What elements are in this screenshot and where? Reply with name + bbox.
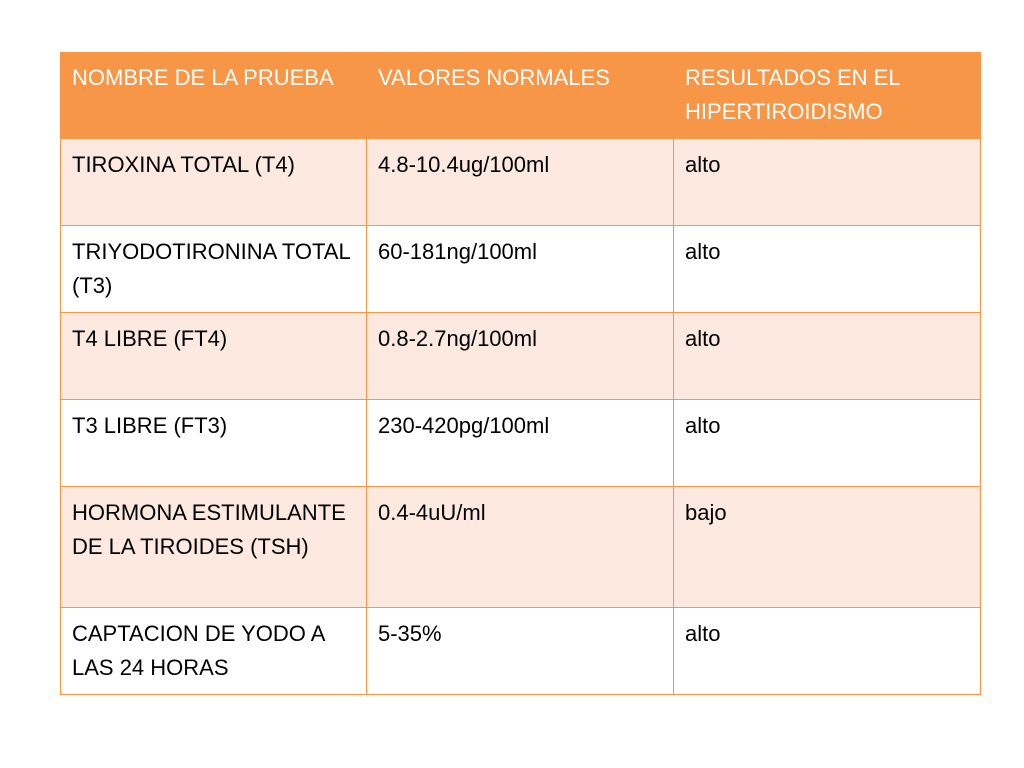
cell-result: alto xyxy=(674,226,981,313)
table-row xyxy=(61,139,981,226)
cell-test-name: TRIYODOTIRONINA TOTAL (T3) xyxy=(61,226,367,313)
cell-result: alto xyxy=(674,400,981,487)
table-header-row xyxy=(61,52,981,139)
cell-test-name: TIROXINA TOTAL (T4) xyxy=(61,139,367,226)
cell-normal-value: 60-181ng/100ml xyxy=(367,226,674,313)
cell-test-name: T4 LIBRE (FT4) xyxy=(61,313,367,400)
thyroid-tests-table xyxy=(60,52,981,695)
table-row xyxy=(61,226,981,313)
header-normal-values: VALORES NORMALES xyxy=(367,52,674,139)
header-hyperthyroid-results: RESULTADOS EN EL HIPERTIROIDISMO xyxy=(674,52,981,139)
table-row xyxy=(61,313,981,400)
cell-normal-value: 230-420pg/100ml xyxy=(367,400,674,487)
cell-result: alto xyxy=(674,139,981,226)
cell-normal-value: 5-35% xyxy=(367,608,674,695)
cell-result: bajo xyxy=(674,487,981,608)
cell-normal-value: 4.8-10.4ug/100ml xyxy=(367,139,674,226)
table-row xyxy=(61,487,981,608)
cell-result: alto xyxy=(674,608,981,695)
cell-normal-value: 0.8-2.7ng/100ml xyxy=(367,313,674,400)
cell-test-name: T3 LIBRE (FT3) xyxy=(61,400,367,487)
cell-test-name: CAPTACION DE YODO A LAS 24 HORAS xyxy=(61,608,367,695)
table-row xyxy=(61,400,981,487)
cell-test-name: HORMONA ESTIMULANTE DE LA TIROIDES (TSH) xyxy=(61,487,367,608)
cell-normal-value: 0.4-4uU/ml xyxy=(367,487,674,608)
cell-result: alto xyxy=(674,313,981,400)
table-row xyxy=(61,608,981,695)
header-test-name: NOMBRE DE LA PRUEBA xyxy=(61,52,367,139)
